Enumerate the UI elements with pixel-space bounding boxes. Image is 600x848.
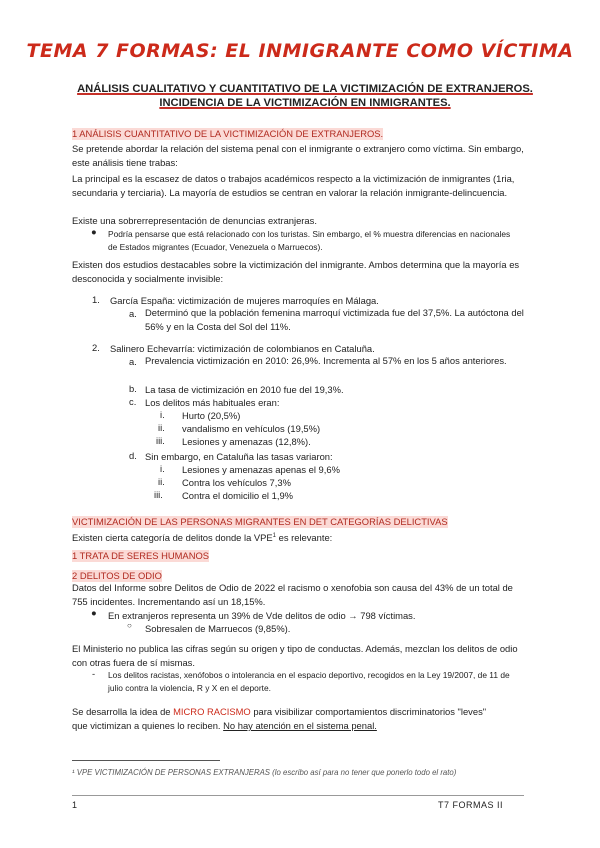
- section-1-para-3: Existe una sobrerrepresentación de denuncias extranjeras.: [72, 215, 317, 226]
- study-1-text: García España: victimización de mujeres marroquíes en Málaga.: [110, 295, 379, 306]
- study-2-a-text: Prevalencia victimización en 2010: 26,9%. Incrementa al 57% en los 5 años anteriores.: [145, 355, 507, 366]
- subsection-odio-heading: 2 DELITOS DE ODIO: [72, 570, 162, 581]
- intro-text-end: es relevante:: [276, 532, 333, 544]
- section-2-heading: VICTIMIZACIÓN DE LAS PERSONAS MIGRANTES EN DET CATEGORÍAS DELICTIVAS: [72, 516, 448, 527]
- page-number: 1: [72, 800, 78, 810]
- list-letter: a.: [129, 356, 137, 367]
- study-2-c-text: Los delitos más habituales eran:: [145, 397, 280, 408]
- micro-racismo-line-1: [72, 705, 486, 718]
- odio-para-1: Datos del Informe sobre Delitos de Odio de 2022 el racismo o xenofobia son causa del 43% de un total de 755 incidentes. Incrementando así un 18,15%.: [72, 582, 513, 607]
- crime-item: Hurto (20,5%): [182, 410, 241, 421]
- odio-para-2: El Ministerio no publica las cifras según su origen y tipo de conductas. Además, mezclan los delitos de odio con otras fuera de sí mismas.: [72, 643, 518, 668]
- section-1-para-4: Existen dos estudios destacables sobre la victimización del inmigrante. Ambos determina que la mayoría es desconocida y socialmente invisible:: [72, 259, 520, 284]
- list-roman: iii.: [156, 435, 165, 446]
- section-1-heading: 1 ANÁLISIS CUANTITATIVO DE LA VICTIMIZACIÓN DE EXTRANJEROS.: [72, 128, 384, 139]
- micro-text: Se desarrolla la idea de: [72, 706, 174, 717]
- variation-item: Contra el domicilio el 1,9%: [182, 490, 293, 501]
- list-letter: c.: [129, 396, 137, 407]
- document-title: TEMA 7 FORMAS: EL INMIGRANTE COMO VÍCTIMA: [26, 40, 574, 62]
- study-1-a-text: Determinó que la población femenina marroquí victimizada fue del 37,5%. La autóctona del 56% y en la Costa del Sol del 11%.: [145, 307, 524, 332]
- micro-text-2: para visibilizar comportamientos discriminatorios "leves": [250, 706, 487, 717]
- list-number: 1.: [92, 294, 100, 305]
- list-number: 2.: [92, 342, 100, 353]
- document-subtitle: [70, 82, 540, 110]
- study-2-text: Salinero Echevarría: victimización de colombianos en Cataluña.: [110, 343, 375, 354]
- crime-item: Lesiones y amenazas (12,8%).: [182, 436, 311, 447]
- section-2-intro: [72, 530, 332, 544]
- list-letter: d.: [129, 450, 137, 461]
- odio-bullet-1-sub: Sobresalen de Marruecos (9,85%).: [145, 623, 291, 634]
- footnote: ¹ VPE VICTIMIZACIÓN DE PERSONAS EXTRANJERAS (lo escribo así para no tener que ponerlo todo el rato): [72, 768, 457, 777]
- bullet-dot: ●: [91, 226, 97, 237]
- subtitle-line-1: ANÁLISIS CUALITATIVO Y CUANTITATIVO DE LA VICTIMIZACIÓN DE EXTRANJEROS.: [77, 83, 533, 95]
- micro-racismo-line-2: [72, 719, 377, 732]
- crime-item: vandalismo en vehículos (19,5%): [182, 423, 321, 434]
- no-atencion-text: No hay atención en el sistema penal.: [223, 720, 377, 731]
- footer-divider: [72, 795, 524, 796]
- odio-bullet-1: En extranjeros representa un 39% de Vde delitos de odio → 798 víctimas.: [108, 610, 416, 621]
- footer-doc-name: T7 FORMAS II: [438, 800, 504, 810]
- section-1-bullet-1: Podría pensarse que está relacionado con los turistas. Sin embargo, el % muestra diferencias en nacionales de Estados migrantes (Ecuador, Venezuela o Marruecos).: [108, 229, 511, 252]
- subtitle-line-2: INCIDENCIA DE LA VICTIMIZACIÓN EN INMIGRANTES.: [159, 97, 451, 109]
- list-roman: i.: [160, 463, 165, 474]
- list-roman: ii.: [158, 476, 165, 487]
- list-letter: a.: [129, 308, 137, 319]
- intro-text: Existen cierta categoría de delitos donde la VPE: [72, 532, 273, 544]
- list-roman: ii.: [158, 422, 165, 433]
- section-1-para-2: La principal es la escasez de datos o trabajos académicos respecto a la victimización de inmigrantes (1ria, secundaria y terciaria). La mayoría de estudios se centran en valorar la relación inmigrante-delincuencia.: [72, 173, 515, 198]
- variation-item: Contra los vehículos 7,3%: [182, 477, 291, 488]
- micro-racismo-term: MICRO RACISMO: [173, 706, 251, 717]
- micro-text-3: que victimizan a quienes lo reciben.: [72, 720, 224, 731]
- list-roman: iii.: [154, 489, 163, 500]
- footnote-ref: 1: [272, 533, 276, 539]
- study-2-b-text: La tasa de victimización en 2010 fue del 19,3%.: [145, 384, 344, 395]
- study-2-d-text: Sin embargo, en Cataluña las tasas variaron:: [145, 451, 333, 462]
- variation-item: Lesiones y amenazas apenas el 9,6%: [182, 464, 340, 475]
- footnote-divider: [72, 760, 220, 761]
- list-roman: i.: [160, 409, 165, 420]
- list-letter: b.: [129, 383, 137, 394]
- bullet-circle: ○: [127, 621, 132, 630]
- bullet-dot: ●: [91, 607, 97, 618]
- dash-mark: -: [92, 668, 96, 679]
- section-1-intro: Se pretende abordar la relación del sistema penal con el inmigrante o extranjero como víctima. Sin embargo, este análisis tiene trabas:: [72, 143, 524, 168]
- subsection-trata-heading: 1 TRATA DE SERES HUMANOS: [72, 550, 210, 561]
- odio-dash-item: Los delitos racistas, xenófobos o intolerancia en el espacio deportivo, recogidos en la Ley 19/2007, de 11 de julio contra la violencia, R y X en el deporte.: [108, 670, 510, 693]
